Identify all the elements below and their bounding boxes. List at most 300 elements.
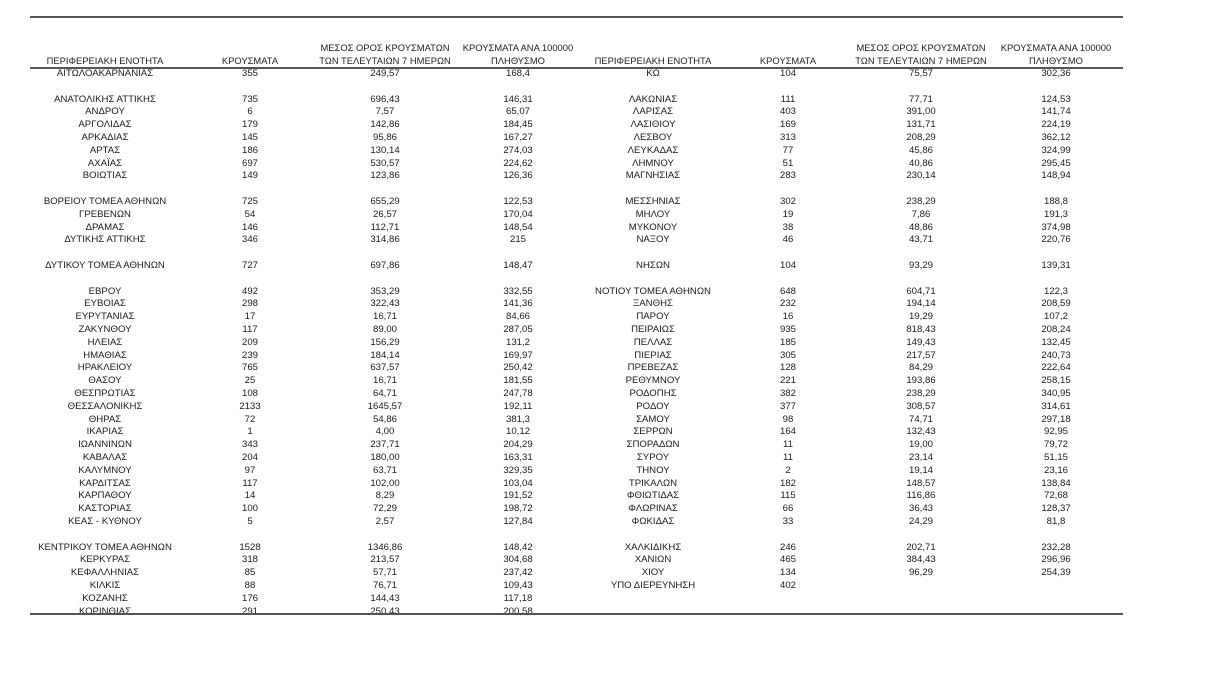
avg7-cell: 184,14 (370, 349, 400, 361)
cases-cell: 935 (779, 324, 796, 335)
avg7-cell: 64,71 (372, 388, 397, 399)
per100k-cell: 81,8 (1046, 516, 1066, 527)
avg7-cell: 149,43 (906, 336, 936, 348)
per100k-cell: 148,47 (503, 260, 533, 271)
cases-cell: 111 (780, 93, 796, 105)
region-cell: ΗΛΕΙΑΣ (87, 336, 123, 348)
per100k-cell: 362,12 (1041, 132, 1071, 143)
header-per100k-line2: ΠΛΗΘΥΣΜΟ (1029, 54, 1083, 66)
cases-cell: 239 (241, 349, 258, 361)
cases-cell: 97 (244, 464, 256, 476)
per100k-cell: 250,42 (503, 362, 533, 374)
avg7-cell: 1645,57 (367, 400, 403, 412)
table-row (0, 439, 1225, 452)
cases-cell: 186 (241, 144, 258, 156)
avg7-cell: 16,71 (372, 375, 397, 387)
avg7-cell: 655,29 (370, 196, 400, 207)
cases-cell: 1528 (239, 541, 261, 553)
table-row (0, 362, 1225, 375)
per100k-cell: 181,55 (503, 375, 533, 387)
region-cell: ΣΕΡΡΩΝ (633, 426, 673, 438)
table-row (0, 170, 1225, 183)
avg7-cell: 19,14 (908, 464, 933, 476)
avg7-cell: 308,57 (906, 400, 936, 412)
per100k-cell: 374,98 (1041, 221, 1071, 233)
cases-cell: 14 (244, 490, 256, 502)
per100k-cell: 139,31 (1041, 260, 1071, 271)
avg7-cell: 208,29 (906, 132, 936, 143)
header-cases-label: ΚΡΟΥΣΜΑΤΑ (759, 55, 817, 66)
table-row (0, 388, 1225, 401)
header-per100k-left (458, 42, 578, 67)
avg7-cell: 604,71 (906, 285, 936, 297)
avg7-cell: 193,86 (906, 375, 936, 387)
region-cell: ΠΙΕΡΙΑΣ (634, 349, 672, 361)
header-per100k-line1: ΚΡΟΥΣΜΑΤΑ ΑΝΑ 100000 (1000, 42, 1112, 53)
per100k-cell: 204,29 (503, 439, 533, 451)
per100k-cell: 124,53 (1041, 93, 1071, 105)
region-cell: ΚΑΡΠΑΘΟΥ (78, 490, 132, 502)
region-cell: ΛΑΣΙΘΙΟΥ (630, 119, 676, 131)
per100k-cell: 168,4 (505, 68, 530, 79)
cases-cell: 128 (779, 362, 796, 374)
avg7-cell: 74,71 (908, 413, 933, 425)
region-cell: ΚΕΑΣ - ΚΥΘΝΟΥ (68, 516, 142, 527)
per100k-cell: 215 (509, 234, 526, 246)
avg7-cell: 95,86 (372, 132, 397, 143)
table-bottom-rule (30, 613, 1123, 615)
avg7-cell: 8,29 (375, 490, 395, 502)
per100k-cell: 191,3 (1043, 208, 1068, 220)
header-per100k-line1: ΚΡΟΥΣΜΑΤΑ ΑΝΑ 100000 (462, 42, 574, 53)
per100k-cell: 297,18 (1041, 413, 1071, 425)
avg7-cell: 63,71 (372, 464, 397, 476)
cases-cell: 11 (783, 452, 793, 463)
region-cell: ΚΟΖΑΝΗΣ (82, 592, 128, 604)
avg7-cell: 322,43 (370, 298, 400, 310)
region-cell: ΡΟΔΟΠΗΣ (629, 388, 677, 399)
region-cell: ΚΑΣΤΟΡΙΑΣ (78, 503, 132, 515)
table-row (0, 401, 1225, 414)
region-cell: ΝΑΞΟΥ (636, 234, 670, 246)
cases-cell: 11 (783, 439, 793, 451)
header-avg7-line2: ΤΩΝ ΤΕΛΕΥΤΑΙΩΝ 7 ΗΜΕΡΩΝ (855, 54, 987, 66)
per100k-cell: 191,52 (503, 490, 533, 502)
region-cell: ΖΑΚΥΝΘΟΥ (78, 324, 132, 335)
avg7-cell: 530,57 (370, 157, 400, 169)
table-row (0, 145, 1225, 158)
region-cell: ΛΑΡΙΣΑΣ (632, 106, 674, 118)
cases-cell: 377 (779, 400, 796, 412)
table-row (0, 503, 1225, 516)
region-cell: ΛΕΣΒΟΥ (633, 132, 673, 143)
per100k-cell: 103,04 (503, 477, 533, 489)
table-row (0, 375, 1225, 388)
cases-cell: 283 (779, 170, 796, 182)
per100k-cell: 188,8 (1043, 196, 1068, 207)
per100k-cell: 146,31 (503, 93, 533, 105)
region-cell: ΝΗΣΩΝ (636, 260, 670, 271)
avg7-cell: 314,86 (370, 234, 400, 246)
per100k-cell: 304,68 (503, 554, 533, 566)
cases-cell: 169 (779, 119, 796, 131)
cases-cell: 134 (779, 567, 796, 579)
cases-cell: 204 (241, 452, 258, 463)
per100k-cell: 222,64 (1041, 362, 1071, 374)
avg7-cell: 16,71 (372, 311, 397, 323)
region-cell: ΡΕΘΥΜΝΟΥ (625, 375, 681, 387)
avg7-cell: 7,86 (911, 208, 931, 220)
avg7-cell: 237,71 (370, 439, 400, 451)
avg7-cell: 156,29 (370, 336, 400, 348)
region-cell: ΚΟΡΙΝΘΙΑΣ (78, 605, 132, 617)
table-row (0, 542, 1225, 555)
per100k-cell: 232,28 (1041, 541, 1071, 553)
per100k-cell: 254,39 (1041, 567, 1071, 579)
table-row (0, 606, 1225, 619)
per100k-cell: 72,68 (1043, 490, 1068, 502)
avg7-cell: 36,43 (908, 503, 933, 515)
cases-cell: 117 (242, 477, 258, 489)
avg7-cell: 112,71 (370, 221, 400, 233)
cases-cell: 66 (782, 503, 794, 515)
table-row (0, 260, 1225, 273)
cases-cell: 291 (241, 605, 258, 617)
region-cell: ΣΥΡΟΥ (636, 452, 670, 463)
per100k-cell: 148,94 (1041, 170, 1071, 182)
avg7-cell: 697,86 (370, 260, 400, 271)
region-cell: ΠΑΡΟΥ (636, 311, 670, 323)
region-cell: ΜΑΓΝΗΣΙΑΣ (625, 170, 681, 182)
cases-cell: 176 (241, 592, 258, 604)
region-cell: ΧΙΟΥ (641, 567, 665, 579)
avg7-cell: 54,86 (372, 413, 397, 425)
region-cell: ΝΟΤΙΟΥ ΤΟΜΕΑ ΑΘΗΝΩΝ (595, 285, 711, 297)
avg7-cell: 202,71 (906, 541, 936, 553)
cases-cell: 6 (247, 106, 253, 118)
region-cell: ΤΡΙΚΑΛΩΝ (628, 477, 678, 489)
region-cell: ΚΕΦΑΛΛΗΝΙΑΣ (70, 567, 140, 579)
avg7-cell: 696,43 (370, 93, 400, 105)
per100k-cell: 237,42 (503, 567, 533, 579)
region-cell: ΔΥΤΙΚΟΥ ΤΟΜΕΑ ΑΘΗΝΩΝ (45, 260, 165, 271)
cases-cell: 735 (241, 93, 258, 105)
per100k-cell: 84,66 (505, 311, 530, 323)
region-cell: ΚΑΛΥΜΝΟΥ (78, 464, 132, 476)
header-avg7-right (846, 42, 996, 67)
per100k-cell: 117,18 (503, 592, 533, 604)
cases-cell: 115 (780, 490, 796, 502)
cases-cell: 355 (241, 68, 258, 79)
avg7-cell: 102,00 (370, 477, 400, 489)
header-region-left (30, 55, 180, 68)
region-cell: ΧΑΛΚΙΔΙΚΗΣ (624, 541, 682, 553)
per100k-cell: 295,45 (1041, 157, 1071, 169)
per100k-cell: 208,59 (1041, 298, 1071, 310)
region-cell: ΚΕΡΚΥΡΑΣ (79, 554, 130, 566)
region-cell: ΗΡΑΚΛΕΙΟΥ (77, 362, 133, 374)
cases-cell: 33 (782, 516, 794, 527)
avg7-cell: 23,14 (908, 452, 933, 463)
cases-cell: 221 (779, 375, 796, 387)
cases-cell: 108 (241, 388, 258, 399)
avg7-cell: 230,14 (906, 170, 936, 182)
cases-cell: 25 (244, 375, 256, 387)
table-row (0, 580, 1225, 593)
cases-cell: 179 (241, 119, 258, 131)
avg7-cell: 4,00 (375, 426, 395, 438)
cases-cell: 318 (241, 554, 258, 566)
avg7-cell: 818,43 (906, 324, 936, 335)
avg7-cell: 213,57 (370, 554, 400, 566)
avg7-cell: 57,71 (372, 567, 397, 579)
table-row (0, 106, 1225, 119)
region-cell: ΤΗΝΟΥ (636, 464, 670, 476)
table-row (0, 490, 1225, 503)
header-avg7-line1: ΜΕΣΟΣ ΟΡΟΣ ΚΡΟΥΣΜΑΤΩΝ (320, 42, 450, 53)
region-cell: ΑΡΚΑΔΙΑΣ (81, 132, 129, 143)
header-cases-label: ΚΡΟΥΣΜΑΤΑ (221, 55, 279, 66)
table-row (0, 119, 1225, 132)
cases-cell: 98 (782, 413, 794, 425)
table-row (0, 94, 1225, 107)
cases-cell: 382 (779, 388, 796, 399)
region-cell: ΠΕΙΡΑΙΩΣ (631, 324, 675, 335)
cases-cell: 77 (782, 144, 794, 156)
avg7-cell: 76,71 (372, 580, 397, 591)
table-row (0, 286, 1225, 299)
per100k-cell: 148,54 (503, 221, 533, 233)
region-cell: ΘΑΣΟΥ (88, 375, 122, 387)
region-cell: ΦΘΙΩΤΙΔΑΣ (626, 490, 680, 502)
header-cases-right (738, 55, 838, 68)
region-cell: ΚΙΛΚΙΣ (89, 580, 121, 591)
cases-cell: 145 (241, 132, 258, 143)
per100k-cell: 141,74 (1041, 106, 1071, 118)
cases-cell: 46 (782, 234, 794, 246)
table-row (0, 567, 1225, 580)
avg7-cell: 217,57 (906, 349, 936, 361)
cases-cell: 17 (244, 311, 256, 323)
cases-cell: 727 (241, 260, 258, 271)
per100k-cell: 324,99 (1041, 144, 1071, 156)
per100k-cell: 107,2 (1043, 311, 1068, 323)
avg7-cell: 130,14 (370, 144, 400, 156)
avg7-cell: 96,29 (908, 567, 933, 579)
cases-cell: 16 (782, 311, 794, 323)
table-row (0, 234, 1225, 247)
per100k-cell: 258,15 (1041, 375, 1071, 387)
region-cell: ΙΩΑΝΝΙΝΩΝ (78, 439, 132, 451)
avg7-cell: 2,57 (375, 516, 395, 527)
avg7-cell: 26,57 (372, 208, 397, 220)
cases-cell: 402 (779, 580, 796, 591)
per100k-cell: 332,55 (503, 285, 533, 297)
cases-cell: 104 (779, 68, 796, 79)
avg7-cell: 48,86 (908, 221, 933, 233)
avg7-cell: 72,29 (372, 503, 397, 515)
avg7-cell: 77,71 (908, 93, 933, 105)
per100k-cell: 274,03 (503, 144, 533, 156)
per100k-cell: 92,95 (1043, 426, 1068, 438)
table-row (0, 350, 1225, 363)
region-cell: ΠΡΕΒΕΖΑΣ (627, 362, 679, 374)
cases-cell: 302 (779, 196, 796, 207)
region-cell: ΣΑΜΟΥ (636, 413, 670, 425)
avg7-cell: 7,57 (375, 106, 395, 118)
region-cell: ΑΡΤΑΣ (89, 144, 121, 156)
per100k-cell: 296,96 (1041, 554, 1071, 566)
header-region-right (580, 55, 726, 68)
header-region-label: ΠΕΡΙΦΕΡΕΙΑΚΗ ΕΝΟΤΗΤΑ (594, 55, 712, 66)
avg7-cell: 40,86 (908, 157, 933, 169)
table-row (0, 465, 1225, 478)
region-cell: ΓΡΕΒΕΝΩΝ (79, 208, 131, 220)
table-row (0, 426, 1225, 439)
avg7-cell: 144,43 (370, 592, 400, 604)
region-cell: ΧΑΝΙΩΝ (634, 554, 672, 566)
avg7-cell: 131,71 (906, 119, 936, 131)
region-cell: ΡΟΔΟΥ (636, 400, 670, 412)
avg7-cell: 142,86 (370, 119, 400, 131)
region-cell: ΣΠΟΡΑΔΩΝ (626, 439, 680, 451)
table-row (0, 196, 1225, 209)
table-row (0, 68, 1225, 81)
region-cell: ΘΕΣΣΑΛΟΝΙΚΗΣ (67, 400, 143, 412)
region-cell: ΕΒΡΟΥ (88, 285, 122, 297)
cases-cell: 465 (779, 554, 796, 566)
per100k-cell: 302,36 (1041, 68, 1071, 79)
per100k-cell: 192,11 (503, 400, 533, 412)
header-cases-left (200, 55, 300, 68)
per100k-cell: 224,19 (1041, 119, 1071, 131)
region-cell: ΦΩΚΙΔΑΣ (631, 516, 675, 527)
per100k-cell: 65,07 (505, 106, 530, 118)
region-cell: ΜΕΣΣΗΝΙΑΣ (625, 196, 681, 207)
region-cell: ΑΙΤΩΛΟΑΚΑΡΝΑΝΙΑΣ (56, 68, 154, 79)
header-avg7-line2: ΤΩΝ ΤΕΛΕΥΤΑΙΩΝ 7 ΗΜΕΡΩΝ (319, 54, 451, 66)
cases-cell: 182 (779, 477, 796, 489)
region-cell: ΕΥΡΥΤΑΝΙΑΣ (75, 311, 135, 323)
region-cell: ΑΧΑΪΑΣ (87, 157, 123, 169)
avg7-cell: 45,86 (908, 144, 933, 156)
cases-cell: 232 (779, 298, 796, 310)
avg7-cell: 93,29 (908, 260, 933, 271)
region-cell: ΚΑΒΑΛΑΣ (82, 452, 128, 463)
avg7-cell: 148,57 (906, 477, 936, 489)
region-cell: ΘΕΣΠΡΩΤΙΑΣ (74, 388, 136, 399)
per100k-cell: 126,36 (503, 170, 533, 182)
per100k-cell: 128,37 (1041, 503, 1071, 515)
region-cell: ΦΛΩΡΙΝΑΣ (628, 503, 678, 515)
region-cell: ΛΑΚΩΝΙΑΣ (628, 93, 678, 105)
cases-cell: 2 (785, 464, 791, 476)
cases-cell: 104 (779, 260, 796, 271)
avg7-cell: 75,57 (908, 68, 933, 79)
per100k-cell: 127,84 (503, 516, 533, 527)
header-per100k-line2: ΠΛΗΘΥΣΜΟ (491, 54, 545, 66)
per100k-cell: 169,97 (503, 349, 533, 361)
table-row (0, 337, 1225, 350)
table-row (0, 222, 1225, 235)
region-cell: ΚΕΝΤΡΙΚΟΥ ΤΟΜΕΑ ΑΘΗΝΩΝ (38, 541, 172, 553)
table-row (0, 554, 1225, 567)
per100k-cell: 314,61 (1041, 400, 1071, 412)
per100k-cell: 132,45 (1041, 336, 1071, 348)
region-cell: ΗΜΑΘΙΑΣ (83, 349, 127, 361)
table-row (0, 516, 1225, 529)
per100k-cell: 138,84 (1041, 477, 1071, 489)
cases-cell: 5 (247, 516, 253, 527)
cases-cell: 146 (241, 221, 258, 233)
per100k-cell: 51,15 (1043, 452, 1068, 463)
region-cell: ΒΟΙΩΤΙΑΣ (82, 170, 128, 182)
header-per100k-right (996, 42, 1116, 67)
region-cell: ΕΥΒΟΙΑΣ (84, 298, 126, 310)
cases-cell: 85 (244, 567, 256, 579)
per100k-cell: 23,16 (1043, 464, 1068, 476)
avg7-cell: 194,14 (906, 298, 936, 310)
per100k-cell: 167,27 (503, 132, 533, 143)
avg7-cell: 19,00 (908, 439, 933, 451)
per100k-cell: 381,3 (505, 413, 530, 425)
cases-cell: 403 (779, 106, 796, 118)
cases-cell: 313 (779, 132, 796, 143)
region-cell: ΛΗΜΝΟΥ (632, 157, 674, 169)
avg7-cell: 1346,86 (367, 541, 403, 553)
table-row (0, 132, 1225, 145)
cases-cell: 298 (241, 298, 258, 310)
per100k-cell: 220,76 (1041, 234, 1071, 246)
region-cell: ΔΡΑΜΑΣ (85, 221, 125, 233)
region-cell: ΑΡΓΟΛΙΔΑΣ (78, 119, 132, 131)
cases-cell: 100 (241, 503, 258, 515)
region-cell: ΜΗΛΟΥ (635, 208, 671, 220)
cases-cell: 19 (782, 208, 794, 220)
avg7-cell: 384,43 (906, 554, 936, 566)
per100k-cell: 79,72 (1043, 439, 1068, 451)
per100k-cell: 240,73 (1041, 349, 1071, 361)
cases-cell: 88 (244, 580, 256, 591)
cases-cell: 117 (242, 324, 258, 335)
cases-cell: 725 (241, 196, 258, 207)
cases-cell: 149 (241, 170, 258, 182)
cases-cell: 1 (247, 426, 253, 438)
region-cell: ΛΕΥΚΑΔΑΣ (627, 144, 679, 156)
region-cell: ΚΩ (646, 68, 660, 79)
avg7-cell: 391,00 (906, 106, 936, 118)
avg7-cell: 250,43 (370, 605, 400, 617)
cases-cell: 246 (779, 541, 796, 553)
avg7-cell: 353,29 (370, 285, 400, 297)
cases-cell: 697 (241, 157, 258, 169)
region-cell: ΑΝΑΤΟΛΙΚΗΣ ΑΤΤΙΚΗΣ (54, 93, 156, 105)
region-cell: ΙΚΑΡΙΑΣ (86, 426, 124, 438)
cases-cell: 54 (244, 208, 256, 220)
region-cell: ΜΥΚΟΝΟΥ (628, 221, 678, 233)
avg7-cell: 24,29 (908, 516, 933, 527)
per100k-cell: 122,53 (503, 196, 533, 207)
per100k-cell: 122,3 (1043, 285, 1068, 297)
region-cell: ΑΝΔΡΟΥ (85, 106, 125, 118)
per100k-cell: 200,58 (503, 605, 533, 617)
avg7-cell: 116,86 (906, 490, 936, 502)
per100k-cell: 340,95 (1041, 388, 1071, 399)
region-cell: ΥΠΟ ΔΙΕΡΕΥΝΗΣΗ (610, 580, 696, 591)
per100k-cell: 10,12 (505, 426, 530, 438)
header-region-label: ΠΕΡΙΦΕΡΕΙΑΚΗ ΕΝΟΤΗΤΑ (46, 55, 164, 66)
table-row (0, 414, 1225, 427)
